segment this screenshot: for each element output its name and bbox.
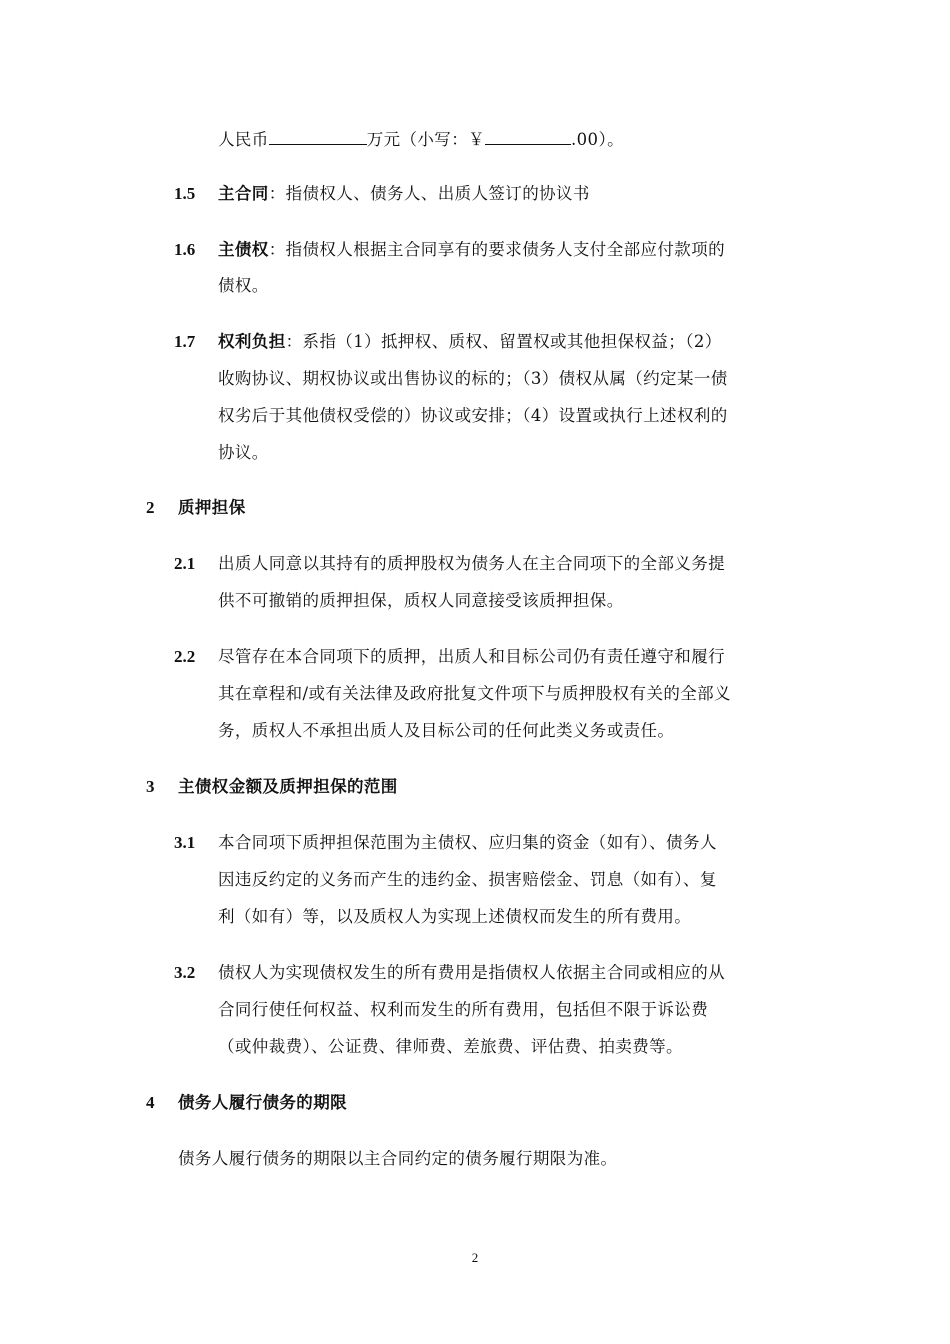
definition-text: 协议。	[218, 443, 269, 462]
definition-text: 收购协议、期权协议或出售协议的标的；（3）债权从属（约定某一债	[218, 369, 728, 388]
page-number: 2	[471, 1250, 479, 1265]
clause-number: 3.1	[174, 833, 196, 852]
clause-text: （或仲裁费）、公证费、律师费、差旅费、评估费、拍卖费等。	[218, 1037, 683, 1056]
amount-words-blank	[269, 128, 367, 145]
definition-text: ：指债权人、债务人、出质人签订的协议书	[268, 184, 590, 203]
clause-text: 债权人为实现债权发生的所有费用是指债权人依据主合同或相应的从	[218, 963, 725, 982]
section-number: 4	[146, 1093, 155, 1112]
definition-term: 权利负担	[218, 332, 286, 351]
clause-text: 因违反约定的义务而产生的违约金、损害赔偿金、罚息（如有）、复	[218, 870, 717, 889]
section-number: 3	[146, 777, 155, 796]
clause-number: 1.7	[174, 332, 196, 351]
definition-term: 主债权	[218, 240, 269, 259]
amount-mid: 万元（小写：￥	[366, 130, 486, 149]
definition-main-contract	[218, 184, 590, 204]
definition-main-claim	[218, 240, 725, 260]
definition-encumbrance	[218, 332, 722, 352]
section-title: 主债权金额及质押担保的范围	[178, 777, 398, 796]
definition-text: ：指债权人根据主合同享有的要求债务人支付全部应付款项的	[268, 240, 726, 259]
clause-number: 1.5	[174, 184, 196, 203]
section-title: 质押担保	[178, 498, 246, 517]
definition-term: 主合同	[218, 184, 269, 203]
amount-figures-blank	[485, 128, 571, 145]
amount-line	[218, 128, 624, 150]
clause-text: 尽管存在本合同项下的质押，出质人和目标公司仍有责任遵守和履行	[218, 647, 725, 666]
clause-text: 合同行使任何权益、权利而发生的所有费用，包括但不限于诉讼费	[218, 1000, 709, 1019]
section-paragraph: 债务人履行债务的期限以主合同约定的债务履行期限为准。	[178, 1149, 618, 1168]
clause-text: 供不可撤销的质押担保，质权人同意接受该质押担保。	[218, 591, 624, 610]
clause-number: 2.2	[174, 647, 196, 666]
clause-text: 利（如有）等，以及质权人为实现上述债权而发生的所有费用。	[218, 907, 692, 926]
section-number: 2	[146, 498, 155, 517]
clause-text: 出质人同意以其持有的质押股权为债务人在主合同项下的全部义务提	[218, 554, 725, 573]
clause-number: 1.6	[174, 240, 196, 259]
section-title: 债务人履行债务的期限	[178, 1093, 347, 1112]
clause-number: 3.2	[174, 963, 196, 982]
amount-prefix: 人民币	[218, 130, 269, 149]
amount-suffix: .00）。	[571, 130, 625, 149]
clause-text: 务，质权人不承担出质人及目标公司的任何此类义务或责任。	[218, 721, 675, 740]
definition-text: ：系指（1）抵押权、质权、留置权或其他担保权益；（2）	[285, 332, 722, 351]
definition-text: 权劣后于其他债权受偿的）协议或安排；（4）设置或执行上述权利的	[218, 406, 728, 425]
clause-number: 2.1	[174, 554, 196, 573]
definition-text: 债权。	[218, 276, 269, 295]
clause-text: 本合同项下质押担保范围为主债权、应归集的资金（如有）、债务人	[218, 833, 717, 852]
clause-text: 其在章程和/或有关法律及政府批复文件项下与质押股权有关的全部义	[218, 684, 731, 703]
